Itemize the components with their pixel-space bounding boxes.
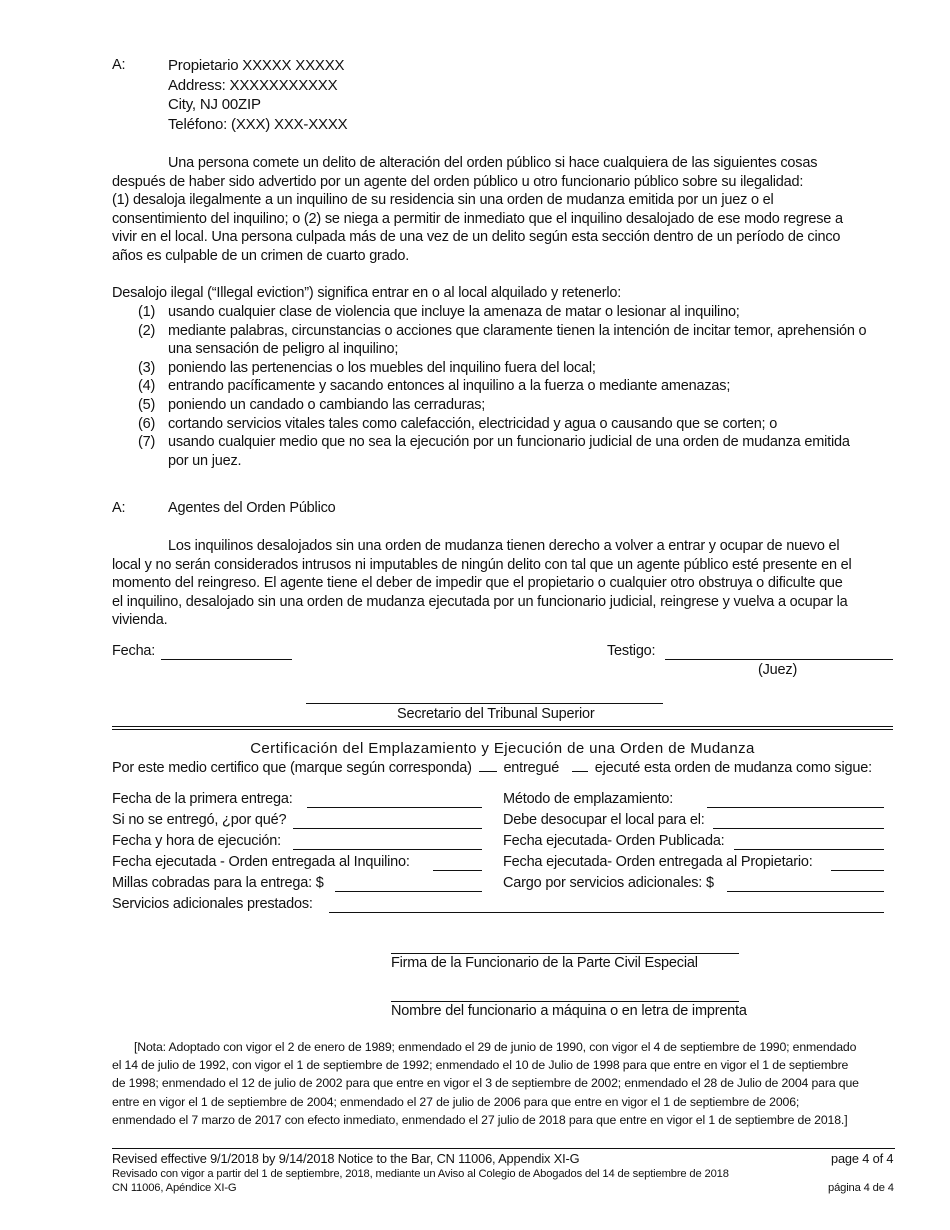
para-line: momento del reingreso. El agente tiene el deber de impedir que el propietario o cualquier otro obstruya o dificulte que: [112, 575, 843, 592]
list-number: (3): [138, 359, 156, 376]
list-item: [138, 433, 908, 470]
list-item: [138, 377, 908, 396]
disorderly-paragraph: [112, 154, 902, 266]
field-line-orden-propietario[interactable]: [831, 870, 884, 871]
field-label-desocupar: Debe desocupar el local para el:: [503, 812, 705, 828]
field-label-orden-inquilino: Fecha ejecutada - Orden entregada al Inquilino:: [112, 854, 410, 870]
para-line: vivir en el local. Una persona culpada más de una vez de un delito según esta sección dentro de un período de cinco: [112, 229, 841, 246]
list-text: usando cualquier clase de violencia que incluye la amenaza de matar o lesionar al inquilino;: [168, 304, 740, 320]
note-line: [Nota: Adoptado con vigor el 2 de enero de 1989; enmendado el 29 de junio de 1990, con vigor el 4 de septiembre de 1990; enmendado: [134, 1040, 857, 1054]
list-number: (1): [138, 304, 156, 320]
field-line-orden-inquilino[interactable]: [433, 870, 482, 871]
testigo-line[interactable]: [665, 659, 893, 660]
list-item: [138, 359, 908, 378]
field-line-por-que[interactable]: [293, 828, 482, 829]
ejecute-label: ejecuté esta orden de mudanza como sigue:: [594, 760, 872, 776]
field-label-metodo: Método de emplazamiento:: [503, 791, 674, 807]
field-line-cargo[interactable]: [727, 891, 884, 892]
field-line-ejecucion[interactable]: [293, 849, 482, 850]
note-line: de 1998; enmendado el 12 de julio de 2002 para que entre en vigor el 3 de septiembre de 2002; enmendado el 28 de Julio de 2004 para que: [112, 1076, 859, 1091]
list-text: por un juez.: [168, 452, 242, 469]
footer-page: page 4 of 4: [831, 1151, 894, 1166]
list-text: usando cualquier medio que no sea la ejecución por un funcionario judicial de una orden de mudanza emitida: [168, 434, 850, 451]
certification-intro: [112, 759, 872, 778]
fecha-label: Fecha:: [112, 643, 156, 659]
note-line: enmendado el 7 marzo de 2017 con efecto inmediato, enmendado el 27 julio de 2018 para que entre en vigor el 1 de septiembre de 2018.]: [112, 1112, 848, 1127]
field-label-orden-publicada: Fecha ejecutada- Orden Publicada:: [503, 833, 725, 849]
amendment-note: [112, 1038, 902, 1129]
juez-label: (Juez): [758, 662, 798, 678]
list-item: [138, 415, 908, 434]
firma-label: Firma de la Funcionario de la Parte Civil Especial: [391, 955, 698, 971]
note-line: entre en vigor el 1 de septiembre de 2004; enmendado el 27 de julio de 2006 para que entre en vigor el 1 de septiembre de 2006;: [112, 1094, 800, 1109]
field-line-orden-publicada[interactable]: [734, 849, 884, 850]
phone-line: Teléfono: (XXX) XXX-XXXX: [168, 115, 348, 133]
footer-rule: [112, 1148, 895, 1149]
para-line: vivienda.: [112, 612, 168, 629]
list-number: (6): [138, 415, 156, 432]
entregue-checkbox-line[interactable]: [479, 771, 497, 772]
testigo-label: Testigo:: [607, 643, 656, 659]
field-label-orden-propietario: Fecha ejecutada- Orden entregada al Propietario:: [503, 854, 813, 870]
list-text: entrando pacíficamente y sacando entonces al inquilino a la fuerza o mediante amenazas;: [168, 378, 731, 395]
field-line-primera-entrega[interactable]: [307, 807, 482, 808]
intro-text: Por este medio certifico que (marque según corresponda): [112, 760, 472, 776]
para-line: después de haber sido advertido por un agente del orden público u otro funcionario público sobre su ilegalidad:: [112, 173, 804, 190]
address-block: [168, 56, 347, 134]
agents-title: Agentes del Orden Público: [168, 500, 336, 516]
nombre-label: Nombre del funcionario a máquina o en letra de imprenta: [391, 1003, 747, 1019]
eviction-intro: Desalojo ilegal (“Illegal eviction”) significa entrar en o al local alquilado y retenerlo:: [112, 285, 622, 301]
list-number: (5): [138, 396, 156, 413]
agents-paragraph: [112, 537, 902, 630]
owner-line: Propietario XXXXX XXXXX: [168, 57, 345, 74]
para-line: Una persona comete un delito de alteración del orden público si hace cualquiera de las siguientes cosas: [168, 155, 818, 171]
double-rule: [112, 726, 893, 730]
certification-title: Certificación del Emplazamiento y Ejecución de una Orden de Mudanza: [250, 740, 755, 757]
field-line-metodo[interactable]: [707, 807, 884, 808]
note-line: el 14 de julio de 1992, con vigor el 1 de septiembre de 1992; enmendado el 10 de Julio de 1998 para que entre en vigor el 1 de septiembre: [112, 1058, 849, 1073]
footer-revised: Revised effective 9/1/2018 by 9/14/2018 Notice to the Bar, CN 11006, Appendix XI-G: [112, 1151, 580, 1166]
field-line-desocupar[interactable]: [713, 828, 884, 829]
secretario-line[interactable]: [306, 703, 663, 704]
field-line-servicios[interactable]: [329, 912, 884, 913]
header-prefix: A:: [112, 57, 126, 73]
secretario-label: Secretario del Tribunal Superior: [397, 706, 595, 722]
list-number: (2): [138, 322, 156, 339]
eviction-list: [138, 303, 908, 470]
list-text: mediante palabras, circunstancias o acciones que claramente tienen la intención de incitar temor, aprehensión o: [168, 322, 867, 339]
address-line: Address: XXXXXXXXXXX: [168, 76, 338, 94]
city-line: City, NJ 00ZIP: [168, 96, 261, 113]
field-label-por-que: Si no se entregó, ¿por qué?: [112, 812, 287, 828]
field-label-millas: Millas cobradas para la entrega: $: [112, 875, 324, 891]
fecha-line[interactable]: [161, 659, 292, 660]
ejecute-checkbox-line[interactable]: [572, 771, 588, 772]
footer-revisado: Revisado con vigor a partir del 1 de septiembre, 2018, mediante un Aviso al Colegio de Abogados del 14 de septiembre de 2018: [112, 1168, 729, 1180]
field-label-servicios: Servicios adicionales prestados:: [112, 896, 313, 912]
list-text: cortando servicios vitales tales como calefacción, electricidad y agua o causando que se corten; o: [168, 415, 778, 432]
para-line: (1) desaloja ilegalmente a un inquilino de su residencia sin una orden de mudanza emitida por un juez o el: [112, 192, 774, 209]
field-label-ejecucion: Fecha y hora de ejecución:: [112, 833, 281, 849]
list-number: (4): [138, 378, 156, 395]
list-text: poniendo un candado o cambiando las cerraduras;: [168, 396, 486, 413]
agents-prefix: A:: [112, 500, 126, 516]
list-item: [138, 303, 908, 322]
footer-pagina: página 4 de 4: [828, 1182, 894, 1194]
entregue-label: entregué: [503, 760, 560, 776]
para-line: consentimiento del inquilino; o (2) se niega a permitir de inmediato que el inquilino desalojado de ese modo regrese a: [112, 210, 843, 227]
list-item: [138, 396, 908, 415]
field-label-cargo: Cargo por servicios adicionales: $: [503, 875, 714, 891]
list-text: una sensación de peligro al inquilino;: [168, 341, 399, 358]
para-line: Los inquilinos desalojados sin una orden de mudanza tienen derecho a volver a entrar y ocupar de nuevo el: [168, 538, 840, 554]
list-number: (7): [138, 434, 156, 451]
para-line: el inquilino, desalojado sin una orden de mudanza ejecutada por un funcionario judicial, reingrese y vuelva a ocupar la: [112, 593, 848, 610]
list-text: poniendo las pertenencias o los muebles del inquilino fuera del local;: [168, 359, 596, 376]
footer-cn: CN 11006, Apéndice XI-G: [112, 1182, 237, 1194]
para-line: local y no serán considerados intrusos ni imputables de ningún delito con tal que un agente público esté presente en el: [112, 556, 852, 573]
field-label-primera-entrega: Fecha de la primera entrega:: [112, 791, 293, 807]
list-item: [138, 322, 908, 359]
para-line: años es culpable de un crimen de cuarto grado.: [112, 247, 410, 264]
field-line-millas[interactable]: [335, 891, 482, 892]
